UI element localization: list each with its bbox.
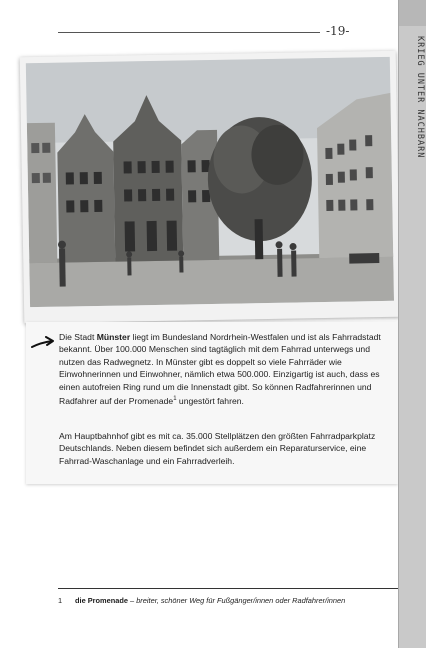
- text-lead: Die Stadt: [59, 332, 97, 342]
- side-tab-top: [399, 0, 426, 26]
- text-body-2: ungestört fahren.: [176, 395, 244, 406]
- photo-card: [20, 51, 401, 324]
- city-square-photo: [26, 57, 394, 307]
- text-body-1: liegt im Bundesland Nordrhein-Westfalen und ist als Fahrradstadt bekannt. Über 100.000 Menschen sind tagtäglich mit dem Fahrrad unterwegs und nutzen das Radwegnetz. In Münster gibt es doppelt so viele Fahrräder wie Einwohnerinnen und Einwohner, nämlich etwa 500.000. Einzigartig ist auch, dass es einen autofreien Ring rund um die Innenstadt gibt. So können Radfahrerinnen und Radfahrer auf der Promenade: [59, 332, 381, 406]
- page-number: -19-: [326, 24, 350, 38]
- city-name: Münster: [96, 332, 131, 342]
- footnote-term: die Promenade: [75, 596, 128, 605]
- text-card: [26, 322, 398, 484]
- paragraph-intro: [59, 331, 391, 407]
- footnote-body: [75, 595, 365, 606]
- footnote-number: 1: [58, 596, 63, 605]
- paragraph-station: Am Hauptbahnhof gibt es mit ca. 35.000 Stellplätzen den größten Fahrradparkplatz Deutschlands. Neben diesem befindet sich außerdem ein Reparaturservice, eine Fahrrad-Waschanlage und ein Fahrradverleih.: [59, 431, 376, 466]
- chapter-side-tab: [398, 0, 426, 648]
- photo-image: [26, 57, 394, 307]
- arrow-right-icon: [30, 336, 56, 350]
- footnote-definition: – breiter, schöner Weg für Fußgänger/innen oder Radfahrer/innen: [127, 596, 346, 605]
- header-rule: [58, 32, 320, 33]
- footnote-reference: 1: [173, 396, 177, 403]
- footnote-rule: [58, 588, 398, 589]
- chapter-title: KRIEG UNTER NACHBARN: [415, 36, 425, 159]
